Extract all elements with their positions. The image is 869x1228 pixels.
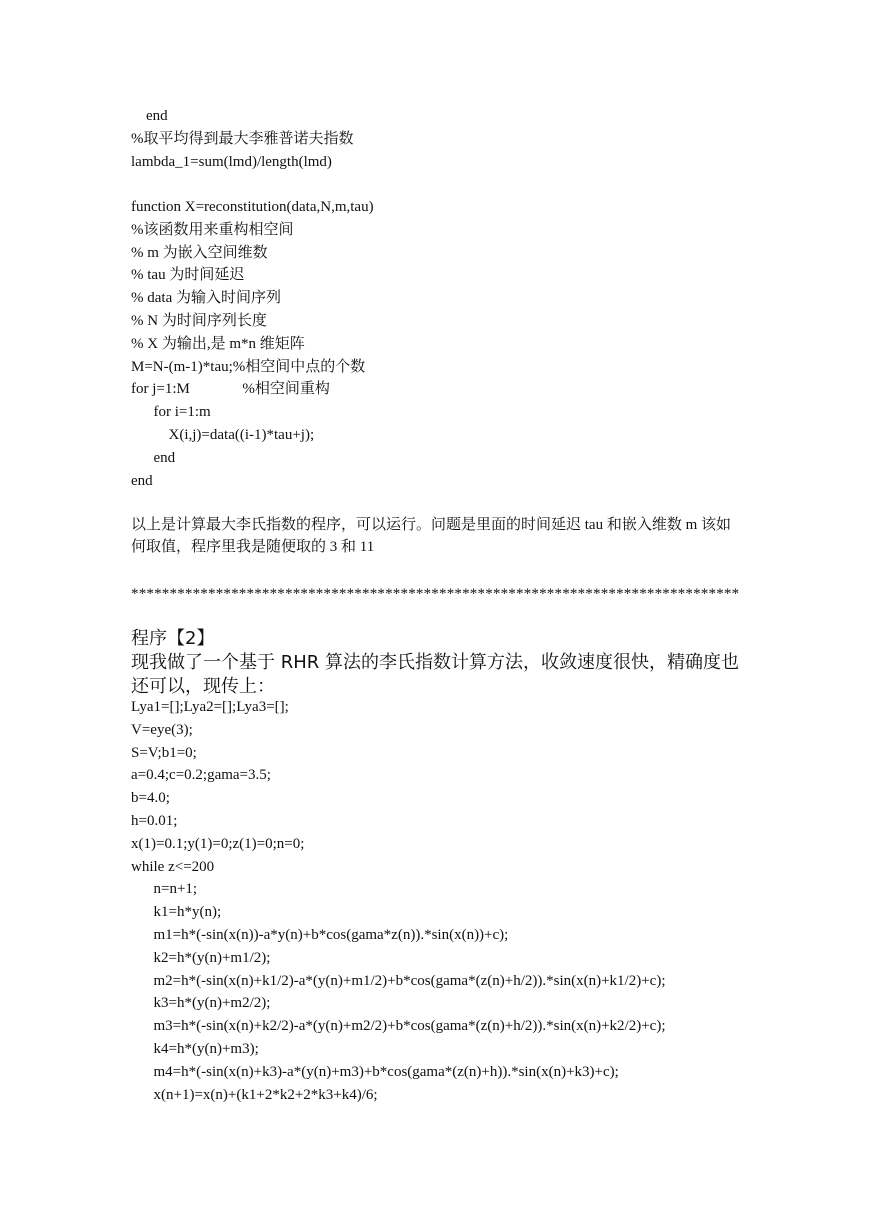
code-line: a=0.4;c=0.2;gama=3.5; (131, 767, 271, 784)
question-paragraph: 以上是计算最大李氏指数的程序，可以运行。问题是里面的时间延迟 tau 和嵌入维数 m 该如何取值，程序里我是随便取的 3 和 11 (131, 517, 731, 555)
section-heading: 程序【2】 (131, 628, 215, 649)
code-line: end (131, 108, 168, 124)
code-line: for i=1:m (131, 404, 211, 421)
code-line: V=eye(3); (131, 721, 193, 738)
code-line: X(i,j)=data((i-1)*tau+j); (131, 427, 315, 443)
code-line: % m 为嵌入空间维数 (131, 244, 268, 261)
code-line: S=V;b1=0; (131, 744, 197, 761)
code-line: k2=h*(y(n)+m1/2); (131, 949, 271, 966)
separator-line: ******************************************************************************* (131, 586, 740, 602)
code-line: % X 为输出,是 m*n 维矩阵 (131, 335, 305, 352)
code-line: end (131, 472, 153, 489)
code-line: % N 为时间序列长度 (131, 313, 267, 329)
section-intro: 现我做了一个基于 RHR 算法的李氏指数计算方法，收敛速度很快，精确度也还可以，现传上： (131, 652, 739, 697)
code-line: b=4.0; (131, 790, 170, 807)
code-line: %该函数用来重构相空间 (131, 221, 294, 238)
code-line: k4=h*(y(n)+m3); (131, 1041, 259, 1057)
code-line: %取平均得到最大李雅普诺夫指数 (131, 131, 354, 147)
code-line: h=0.01; (131, 813, 178, 829)
code-line: m3=h*(-sin(x(n)+k2/2)-a*(y(n)+m2/2)+b*cos(gama*(z(n)+h/2)).*sin(x(n)+k2/2)+c); (131, 1018, 666, 1035)
code-line: n=n+1; (131, 881, 198, 898)
code-line: k3=h*(y(n)+m2/2); (131, 995, 271, 1012)
code-line: k1=h*y(n); (131, 904, 222, 921)
code-line: % tau 为时间延迟 (131, 267, 245, 284)
code-line: end (131, 449, 176, 466)
code-line: x(1)=0.1;y(1)=0;z(1)=0;n=0; (131, 835, 305, 852)
code-line: m4=h*(-sin(x(n)+k3)-a*(y(n)+m3)+b*cos(gama*(z(n)+h)).*sin(x(n)+k3)+c); (131, 1063, 619, 1080)
code-line: m2=h*(-sin(x(n)+k1/2)-a*(y(n)+m1/2)+b*cos(gama*(z(n)+h/2)).*sin(x(n)+k1/2)+c); (131, 972, 666, 989)
code-line: while z<=200 (131, 858, 215, 875)
code-line: lambda_1=sum(lmd)/length(lmd) (131, 154, 332, 170)
code-line: % data 为输入时间序列 (131, 290, 281, 307)
code-line: M=N-(m-1)*tau;%相空间中点的个数 (131, 358, 366, 375)
code-line: for j=1:M %相空间重构 (131, 381, 330, 398)
code-line: function X=reconstitution(data,N,m,tau) (131, 199, 374, 215)
code-line: Lya1=[];Lya2=[];Lya3=[]; (131, 699, 289, 715)
code-line: m1=h*(-sin(x(n))-a*y(n)+b*cos(gama*z(n)).*sin(x(n))+c); (131, 927, 509, 943)
code-line: x(n+1)=x(n)+(k1+2*k2+2*k3+k4)/6; (131, 1086, 378, 1103)
